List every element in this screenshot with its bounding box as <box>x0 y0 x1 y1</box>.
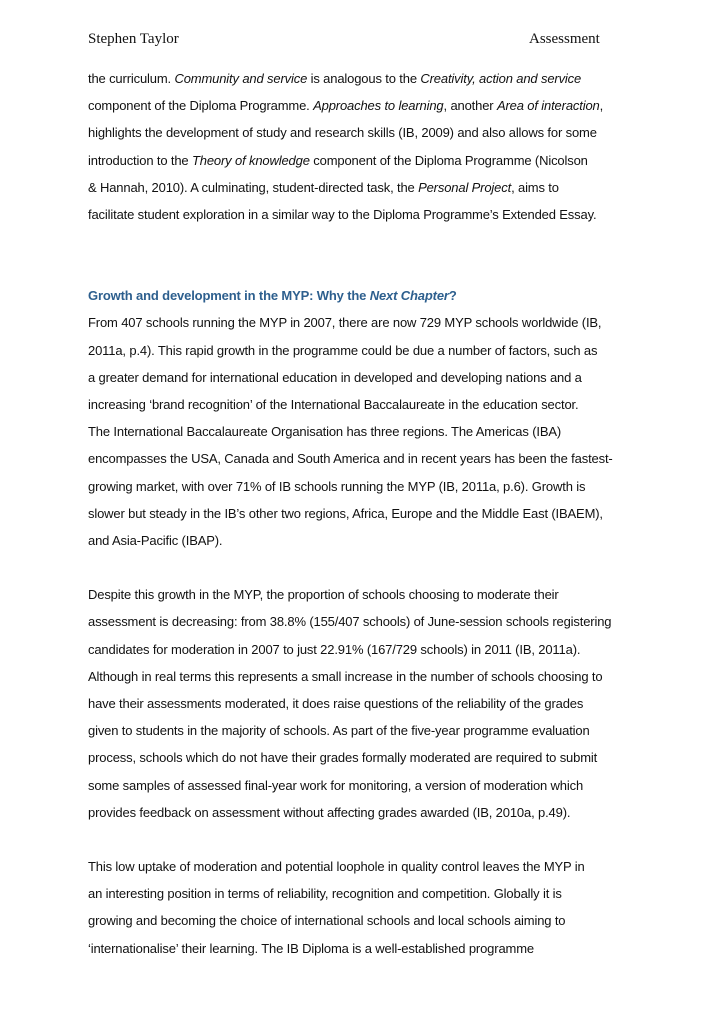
text-line: growing market, with over 71% of IB schools running the MYP (IB, 2011a, p.6). Growth is <box>88 478 586 494</box>
text-run: component of the Diploma Programme. <box>88 98 314 114</box>
text-line: encompasses the USA, Canada and South America and in recent years has been the fastest- <box>88 451 613 467</box>
text-run: the curriculum. <box>88 71 175 86</box>
text-line: increasing ‘brand recognition’ of the International Baccalaureate in the education sector. <box>88 397 579 413</box>
text-line: 2011a, p.4). This rapid growth in the programme could be due a number of factors, such as <box>88 342 598 358</box>
italic-term: Area of interaction <box>496 98 600 114</box>
paragraph-uptake <box>88 853 648 962</box>
heading-text: ? <box>448 288 457 304</box>
text-line <box>88 65 648 92</box>
text-line: Despite this growth in the MYP, the proportion of schools choosing to moderate their <box>88 587 559 603</box>
text-line: growing and becoming the choice of international schools and local schools aiming to <box>88 913 566 929</box>
text-line <box>88 201 648 228</box>
heading-italic-term: Next Chapter <box>369 288 449 304</box>
text-line: ‘internationalise’ their learning. The IB Diploma is a well-established programme <box>88 940 534 956</box>
text-line <box>88 147 648 174</box>
italic-term: Creativity, action and service <box>420 71 582 86</box>
italic-term: Theory of knowledge <box>191 152 310 168</box>
text-run: component of the Diploma Programme (Nicolson <box>309 152 588 168</box>
italic-term: Community and service <box>174 71 308 86</box>
text-line <box>88 92 648 119</box>
paragraph-moderation <box>88 581 648 826</box>
text-line: The International Baccalaureate Organisation has three regions. The Americas (IBA) <box>88 424 562 440</box>
document-body <box>88 65 648 962</box>
text-line: Although in real terms this represents a small increase in the number of schools choosing to <box>88 668 603 684</box>
text-line: a greater demand for international education in developed and developing nations and a <box>88 369 582 385</box>
text-line: and Asia-Pacific (IBAP). <box>88 533 223 549</box>
text-line: have their assessments moderated, it does raise questions of the reliability of the grades <box>88 696 584 712</box>
text-line: process, schools which do not have their grades formally moderated are required to submit <box>88 750 598 766</box>
paragraph-spacer <box>88 554 648 581</box>
text-line: some samples of assessed final-year work for monitoring, a version of moderation which <box>88 777 584 793</box>
heading-text: Growth and development in the MYP: Why the <box>88 288 370 304</box>
page-header <box>88 31 600 53</box>
paragraph-spacer <box>88 826 648 853</box>
text-run: highlights the development of study and research skills (IB, 2009) and also allows for some <box>88 125 597 141</box>
text-line <box>88 119 648 146</box>
paragraph-curriculum <box>88 65 648 228</box>
header-author: Stephen Taylor <box>88 31 179 47</box>
text-run: is analogous to the <box>307 71 421 86</box>
italic-term: Personal Project <box>418 179 512 195</box>
text-line: given to students in the majority of schools. As part of the five-year programme evaluation <box>88 723 590 739</box>
text-line: assessment is decreasing: from 38.8% (155/407 schools) of June-session schools registering <box>88 614 612 630</box>
header-section-title: Assessment <box>529 31 600 47</box>
text-line <box>88 174 648 201</box>
text-run: introduction to the <box>88 152 192 168</box>
paragraph-growth <box>88 309 648 554</box>
text-line: an interesting position in terms of reliability, recognition and competition. Globally it is <box>88 886 562 902</box>
text-line: provides feedback on assessment without affecting grades awarded (IB, 2010a, p.49). <box>88 804 571 820</box>
text-run: & Hannah, 2010). A culminating, student-directed task, the <box>88 179 419 195</box>
text-run: , <box>599 98 604 114</box>
text-line: This low uptake of moderation and potential loophole in quality control leaves the MYP in <box>88 859 585 875</box>
section-heading <box>88 282 648 309</box>
text-run: facilitate student exploration in a similar way to the Diploma Programme’s Extended Essay. <box>88 207 597 223</box>
text-run: , another <box>443 98 497 114</box>
italic-term: Approaches to learning <box>313 98 444 114</box>
text-line: slower but steady in the IB’s other two regions, Africa, Europe and the Middle East (IBAEM), <box>88 505 603 521</box>
text-run: , aims to <box>511 179 559 195</box>
text-line: From 407 schools running the MYP in 2007, there are now 729 MYP schools worldwide (IB, <box>88 315 602 331</box>
paragraph-spacer <box>88 228 648 282</box>
text-line: candidates for moderation in 2007 to just 22.91% (167/729 schools) in 2011 (IB, 2011a). <box>88 641 581 657</box>
